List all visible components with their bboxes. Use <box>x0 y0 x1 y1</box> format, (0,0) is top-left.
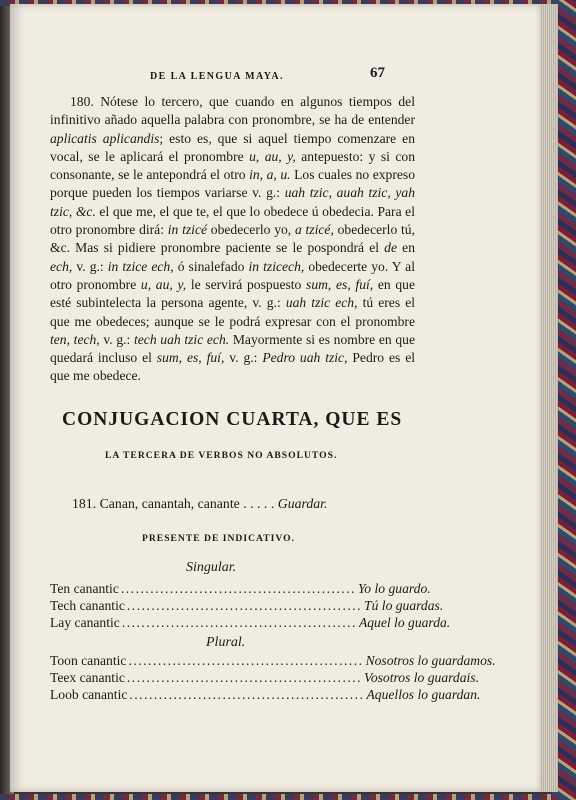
italic-text: de <box>384 240 398 256</box>
text-run: en que esté subintelecta la persona agente, v. g.: <box>50 276 415 311</box>
text-run: tú eres el que me obedeces; aunque se le podrá expresar con el pronombre <box>50 295 416 329</box>
italic-text: sum, es, fuí, <box>306 276 374 292</box>
italic-text: uah tzic ech, <box>285 295 358 311</box>
plural-heading: Plural. <box>206 635 246 650</box>
verb-form: Tech canantic <box>50 598 125 613</box>
entry-verb-forms: 181. Canan, canantah, canante . . . . . <box>72 496 278 511</box>
italic-text: aplicatis aplicandis <box>50 130 160 146</box>
entry-gloss: Guardar. <box>277 496 328 511</box>
verb-meaning: Vosotros lo guardais. <box>364 670 479 685</box>
conjugation-row <box>50 598 444 615</box>
leader-dots: ................................................ <box>128 653 364 668</box>
conjugation-row <box>50 581 431 598</box>
italic-text: u, au, y, <box>140 276 187 292</box>
book-page <box>10 4 540 792</box>
conjugation-row <box>50 687 481 704</box>
conjugation-row <box>50 615 451 632</box>
verb-meaning: Nosotros lo guardamos. <box>365 653 496 668</box>
italic-text: Pedro uah tzic, <box>262 350 348 366</box>
marbled-edge-bottom <box>0 794 576 800</box>
section-subtitle: LA TERCERA DE VERBOS NO ABSOLUTOS. <box>105 450 338 461</box>
italic-text: uah tzic, auah tzic, yah tzic, &c. <box>50 185 415 219</box>
page-number: 67 <box>370 65 385 81</box>
running-head: DE LA LENGUA MAYA. <box>150 71 284 82</box>
text-run: obedecerte yo. Y al otro pronombre <box>50 258 415 292</box>
conjugation-row <box>50 653 496 670</box>
text-run: antepuesto: y si con consonante, se le antepondrá el otro <box>50 148 415 183</box>
paragraph-181-entry <box>72 496 327 512</box>
verb-form: Ten canantic <box>50 581 119 596</box>
text-run: v. g.: <box>99 331 134 347</box>
singular-heading: Singular. <box>186 560 237 575</box>
verb-form: Lay canantic <box>50 615 120 630</box>
verb-meaning: Yo lo guardo. <box>358 581 431 596</box>
leader-dots: ................................................ <box>126 670 363 685</box>
text-run: le servirá pospuesto <box>186 276 307 292</box>
text-run: obedecerlo yo, <box>207 222 295 238</box>
text-run: Pedro es el que me obedece. <box>50 350 416 384</box>
text-run: Mayormente si es nombre en que quedará incluso el <box>50 331 415 366</box>
text-run: 180. Nótese lo tercero, que cuando en algunos tiempos del infinitivo añado aquella palabra con pronombre, se ha de entender <box>50 94 415 128</box>
text-run: en <box>397 240 415 256</box>
text-run: obedecerlo tú, &c. Mas si pidiere pronombre paciente se le pospondrá el <box>50 222 415 256</box>
verb-meaning: Tú lo guardas. <box>364 598 444 613</box>
tense-heading: PRESENTE DE INDICATIVO. <box>142 533 295 544</box>
text-run: v. g.: <box>224 350 263 366</box>
italic-text: in tzice ech, <box>107 258 174 274</box>
verb-meaning: Aquel lo guarda. <box>358 615 451 630</box>
leader-dots: ................................................ <box>121 615 357 630</box>
section-title: CONJUGACION CUARTA, QUE ES <box>62 409 403 430</box>
italic-text: in, a, u. <box>249 167 291 183</box>
paragraph-180 <box>50 93 415 386</box>
conjugation-row <box>50 670 479 687</box>
italic-text: sum, es, fuí, <box>156 350 225 366</box>
verb-meaning: Aquellos lo guardan. <box>366 687 481 702</box>
verb-form: Toon canantic <box>50 653 127 668</box>
text-run: v. g.: <box>72 258 108 274</box>
italic-text: ten, tech, <box>50 331 100 347</box>
paragraph-180-text <box>50 93 415 386</box>
italic-text: in tzicé <box>167 222 208 238</box>
italic-text: tech uah tzic ech. <box>134 331 230 347</box>
leader-dots: ................................................ <box>129 687 365 702</box>
text-run: ó sinalefado <box>173 258 249 274</box>
page-header <box>10 65 540 85</box>
italic-text: ech, <box>50 258 73 274</box>
leader-dots: ................................................ <box>126 598 363 613</box>
italic-text: u, au, y, <box>249 148 296 164</box>
text-run: el que me, el que te, el que lo obedece ú obedecia. Para el otro pronombre dirá: <box>50 203 415 238</box>
text-run: Los cuales no expreso porque pueden los tiempos variarse v. g.: <box>50 167 415 201</box>
italic-text: in tzicech, <box>248 258 305 274</box>
italic-text: a tzicé, <box>294 222 334 238</box>
page-edges <box>538 4 558 792</box>
verb-form: Loob canantic <box>50 687 128 702</box>
verb-form: Teex canantic <box>50 670 125 685</box>
leader-dots: ................................................ <box>120 581 356 596</box>
text-run: ; esto es, que si aquel tiempo comenzare en vocal, se le aplicará el pronombre <box>50 130 416 164</box>
